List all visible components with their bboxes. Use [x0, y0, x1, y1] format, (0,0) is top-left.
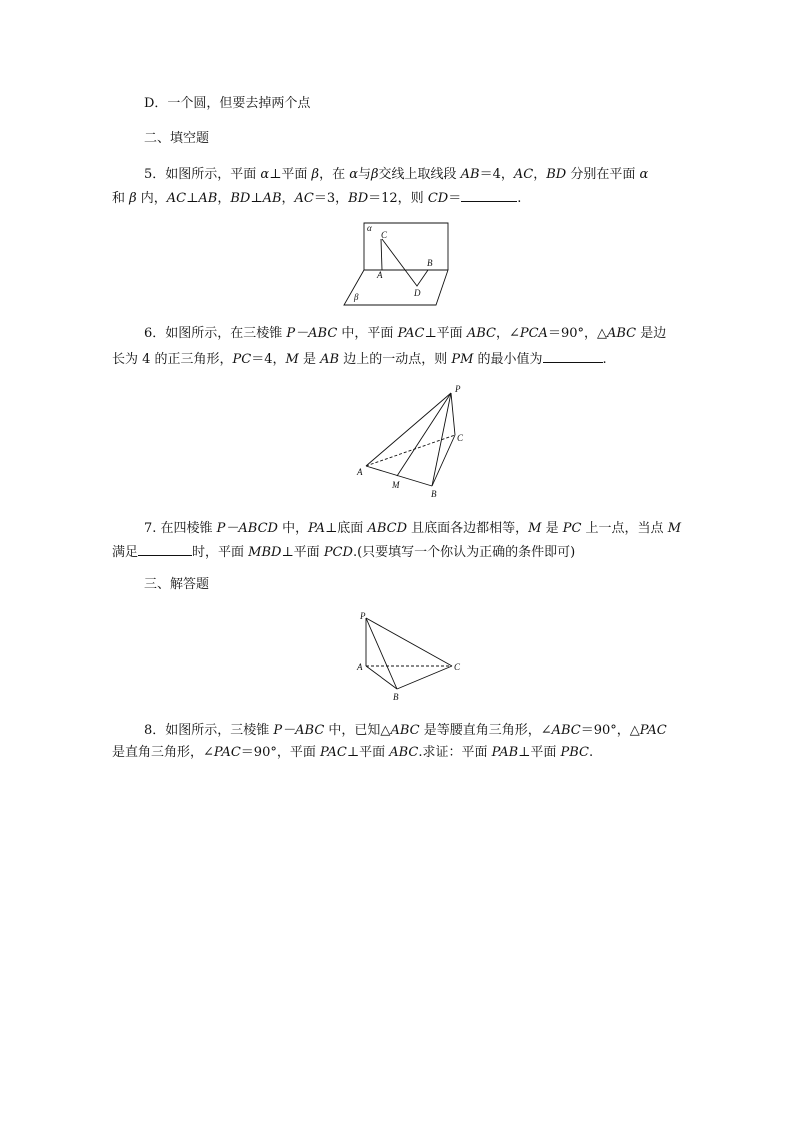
question-6-line-2: 长为 4 的正三角形，PC＝4，M 是 AB 边上的一动点，则 PM 的最小值为 . [112, 349, 607, 369]
question-5-line-1: 5．如图所示，平面 α⊥平面 β，在 α与β交线上取线段 AB＝4，AC，BD 分别在平面 α [144, 167, 649, 182]
question-8-line-2: 是直角三角形，∠PAC＝90°，平面 PAC⊥平面 ABC.求证：平面 PAB⊥平面 PBC. [112, 745, 594, 760]
edge-bc [432, 435, 455, 486]
section-fill-in-heading: 二、填空题 [144, 131, 210, 146]
label-alpha: α [367, 223, 372, 233]
label-c: C [454, 662, 461, 672]
answer-blank-q7[interactable] [138, 542, 192, 556]
label-c: C [457, 433, 464, 443]
edge-bc [397, 666, 452, 689]
question-5-line-2: 和 β 内，AC⊥AB，BD⊥AB，AC＝3，BD＝12，则 CD＝ . [112, 188, 521, 208]
section-answer-heading: 三、解答题 [144, 577, 210, 592]
label-d: D [414, 288, 421, 298]
label-b: B [393, 692, 399, 702]
plane-alpha-outline [364, 223, 448, 270]
segment-ac [381, 239, 382, 270]
question-7-line-2: 满足 时，平面 MBD⊥平面 PCD.(只要填写一个你认为正确的条件即可) [112, 542, 575, 562]
label-a: A [357, 467, 363, 477]
label-p: P [455, 384, 461, 394]
question-7-line-1: 7. 在四棱锥 P－ABCD 中，PA⊥底面 ABCD 且底面各边都相等，M 是 PC 上一点，当点 M [144, 521, 681, 536]
label-beta: β [354, 292, 359, 302]
edge-pc [366, 618, 452, 666]
label-a: A [377, 270, 383, 280]
figure-q6-triangular-pyramid [354, 382, 476, 504]
question-8-line-1: 8．如图所示，三棱锥 P－ABC 中，已知△ABC 是等腰直角三角形，∠ABC＝90°，△PAC [144, 723, 667, 738]
figure-q8-triangular-pyramid [352, 608, 468, 704]
answer-blank-q6[interactable] [543, 349, 603, 363]
answer-blank-q5[interactable] [461, 188, 517, 202]
label-b: B [431, 489, 437, 499]
edge-pc [451, 393, 455, 435]
label-m: M [392, 480, 400, 490]
label-b: B [427, 258, 433, 268]
figure-q5-perpendicular-planes [340, 220, 464, 312]
plane-beta-outline [344, 270, 448, 305]
edge-pb [366, 618, 397, 689]
question-6-line-1: 6．如图所示，在三棱锥 P－ABC 中，平面 PAC⊥平面 ABC，∠PCA＝90°，△ABC 是边 [144, 326, 667, 341]
segment-cd-db [382, 239, 428, 286]
edge-ac-hidden [366, 435, 455, 466]
label-c: C [381, 230, 388, 240]
label-a: A [357, 662, 363, 672]
label-p: P [360, 611, 366, 621]
option-d: D．一个圆，但要去掉两个点 [144, 96, 311, 111]
